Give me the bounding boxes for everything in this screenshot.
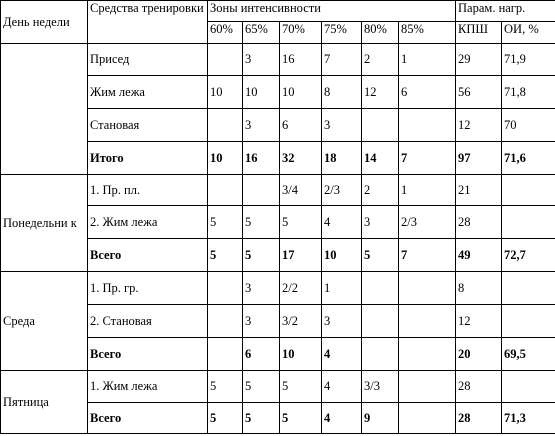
table-row <box>1 44 555 76</box>
total-label: Всего <box>88 239 208 272</box>
zone-80: 80% <box>362 22 399 44</box>
total-value <box>208 338 243 371</box>
param-oi: ОИ, % <box>502 22 555 44</box>
total-value <box>399 403 456 434</box>
oi-value <box>502 272 555 305</box>
zone-value: 3 <box>322 109 362 142</box>
zone-value <box>399 371 456 403</box>
means-label: 2. Жим лежа <box>88 206 208 239</box>
zone-value <box>208 44 243 76</box>
zone-value: 3 <box>362 206 399 239</box>
kpsh-value: 21 <box>456 175 502 206</box>
zone-70: 70% <box>280 22 322 44</box>
zone-60: 60% <box>208 22 243 44</box>
means-label: Становая <box>88 109 208 142</box>
day-cell: Среда <box>1 272 88 371</box>
total-value: 6 <box>243 338 280 371</box>
day-cell: Пятница <box>1 371 88 434</box>
kpsh-value: 8 <box>456 272 502 305</box>
total-value: 10 <box>322 239 362 272</box>
means-label: 1. Жим лежа <box>88 371 208 403</box>
day-cell: Понедельни к <box>1 175 88 272</box>
means-label: Жим лежа <box>88 76 208 109</box>
means-label: 1. Пр. гр. <box>88 272 208 305</box>
zone-value: 3 <box>243 109 280 142</box>
total-value: 32 <box>280 142 322 175</box>
total-value: 17 <box>280 239 322 272</box>
kpsh-value: 20 <box>456 338 502 371</box>
zone-value: 4 <box>322 206 362 239</box>
zone-value: 3 <box>243 305 280 338</box>
zone-value <box>399 305 456 338</box>
zone-value <box>399 109 456 142</box>
zone-value <box>208 305 243 338</box>
total-value: 14 <box>362 142 399 175</box>
kpsh-value: 12 <box>456 305 502 338</box>
oi-value <box>502 175 555 206</box>
table-row <box>1 272 555 305</box>
total-value: 7 <box>399 142 456 175</box>
zone-value: 3 <box>243 272 280 305</box>
zone-value: 1 <box>322 272 362 305</box>
zone-value: 10 <box>280 76 322 109</box>
zone-value: 8 <box>322 76 362 109</box>
total-value: 5 <box>208 239 243 272</box>
kpsh-value: 28 <box>456 403 502 434</box>
oi-value: 71,9 <box>502 44 555 76</box>
zone-value: 5 <box>243 206 280 239</box>
zone-value <box>362 305 399 338</box>
total-value: 18 <box>322 142 362 175</box>
zone-value: 16 <box>280 44 322 76</box>
total-value: 5 <box>243 239 280 272</box>
zone-value: 5 <box>208 371 243 403</box>
total-value: 4 <box>322 338 362 371</box>
header-means: Средства тренировки <box>88 1 208 44</box>
zone-85: 85% <box>399 22 456 44</box>
zone-value: 2/2 <box>280 272 322 305</box>
kpsh-value: 28 <box>456 371 502 403</box>
oi-value <box>502 371 555 403</box>
zone-value: 6 <box>399 76 456 109</box>
total-value: 9 <box>362 403 399 434</box>
oi-value: 71,8 <box>502 76 555 109</box>
zone-value: 5 <box>280 206 322 239</box>
zone-value: 2/3 <box>399 206 456 239</box>
total-label: Всего <box>88 403 208 434</box>
zone-value: 1 <box>399 44 456 76</box>
zone-value: 3/3 <box>362 371 399 403</box>
zone-value: 3 <box>322 305 362 338</box>
oi-value: 71,3 <box>502 403 555 434</box>
zone-value <box>208 109 243 142</box>
zone-value: 5 <box>280 371 322 403</box>
zone-value: 10 <box>208 76 243 109</box>
zone-value <box>362 272 399 305</box>
zone-65: 65% <box>243 22 280 44</box>
oi-value: 71,6 <box>502 142 555 175</box>
kpsh-value: 56 <box>456 76 502 109</box>
means-label: Присед <box>88 44 208 76</box>
zone-75: 75% <box>322 22 362 44</box>
total-label: Итого <box>88 142 208 175</box>
total-value: 7 <box>399 239 456 272</box>
zone-value: 5 <box>243 371 280 403</box>
total-value: 5 <box>280 403 322 434</box>
oi-value: 70 <box>502 109 555 142</box>
zone-value: 3 <box>243 44 280 76</box>
total-value: 5 <box>208 403 243 434</box>
total-value: 5 <box>243 403 280 434</box>
kpsh-value: 28 <box>456 206 502 239</box>
zone-value: 6 <box>280 109 322 142</box>
zone-value: 2 <box>362 175 399 206</box>
zone-value: 3/2 <box>280 305 322 338</box>
zone-value: 2 <box>362 44 399 76</box>
day-cell <box>1 44 88 175</box>
kpsh-value: 12 <box>456 109 502 142</box>
oi-value <box>502 206 555 239</box>
means-label: 1. Пр. пл. <box>88 175 208 206</box>
zone-value: 10 <box>243 76 280 109</box>
total-value: 4 <box>322 403 362 434</box>
header-params: Парам. нагр. <box>456 1 555 22</box>
header-zones: Зоны интенсивности <box>208 1 456 22</box>
zone-value: 2/3 <box>322 175 362 206</box>
zone-value: 12 <box>362 76 399 109</box>
zone-value <box>208 175 243 206</box>
oi-value <box>502 305 555 338</box>
zone-value <box>208 272 243 305</box>
table-row <box>1 175 555 206</box>
zone-value <box>399 272 456 305</box>
zone-value: 3/4 <box>280 175 322 206</box>
zone-value <box>362 109 399 142</box>
total-value: 10 <box>280 338 322 371</box>
zone-value: 5 <box>208 206 243 239</box>
kpsh-value: 49 <box>456 239 502 272</box>
means-label: 2. Становая <box>88 305 208 338</box>
zone-value: 1 <box>399 175 456 206</box>
total-label: Всего <box>88 338 208 371</box>
total-value <box>399 338 456 371</box>
table-row <box>1 371 555 403</box>
zone-value <box>243 175 280 206</box>
total-value <box>362 338 399 371</box>
zone-value: 4 <box>322 371 362 403</box>
oi-value: 72,7 <box>502 239 555 272</box>
total-value: 5 <box>362 239 399 272</box>
kpsh-value: 29 <box>456 44 502 76</box>
kpsh-value: 97 <box>456 142 502 175</box>
total-value: 16 <box>243 142 280 175</box>
zone-value: 7 <box>322 44 362 76</box>
oi-value: 69,5 <box>502 338 555 371</box>
header-day: День недели <box>1 1 88 44</box>
total-value: 10 <box>208 142 243 175</box>
param-kpsh: КПШ <box>456 22 502 44</box>
